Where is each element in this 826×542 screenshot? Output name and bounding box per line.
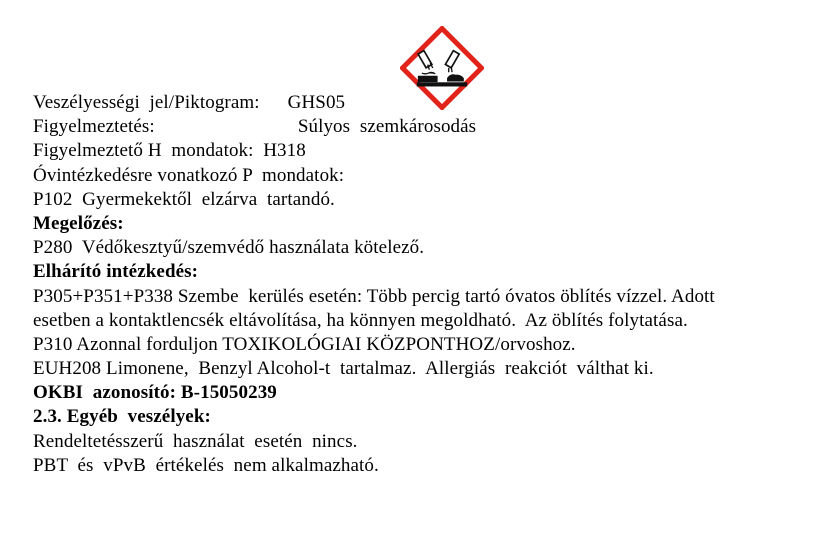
signal-word-label: Figyelmeztetés:: [33, 116, 155, 138]
euh208-statement: EUH208 Limonene, Benzyl Alcohol-t tartalmaz. Allergiás reakciót válthat ki.: [33, 358, 654, 380]
hazard-text-block: [33, 91, 813, 478]
p-statements-heading: Óvintézkedésre vonatkozó P mondatok:: [33, 164, 345, 186]
okbi-id: OKBI azonosító: B-15050239: [33, 382, 277, 404]
p102-statement: P102 Gyermekektől elzárva tartandó.: [33, 188, 335, 210]
signal-word-value: Súlyos szemkárosodás: [297, 116, 477, 138]
pictogram-line: [33, 91, 813, 115]
p305-statement: P305+P351+P338 Szembe kerülés esetén: Több percig tartó óvatos öblítés vízzel. Adott: [33, 285, 715, 307]
other-hazards-heading: 2.3. Egyéb veszélyek:: [33, 406, 211, 428]
p310-statement: P310 Azonnal forduljon TOXIKOLÓGIAI KÖZPONTHOZ/orvoshoz.: [33, 333, 576, 355]
response-heading: Elhárító intézkedés:: [33, 261, 199, 283]
signal-word-line: [33, 115, 813, 139]
p280-statement: P280 Védőkesztyű/szemvédő használata kötelező.: [33, 237, 425, 259]
other-hazards-text: Rendeltetésszerű használat esetén nincs.: [33, 430, 358, 452]
pbt-text: PBT és vPvB értékelés nem alkalmazható.: [33, 454, 379, 476]
pictogram-value: GHS05: [287, 92, 346, 113]
p305-statement-cont: esetben a kontaktlencsék eltávolítása, ha könnyen megoldható. Az öblítés folytatása.: [33, 309, 688, 331]
h-statements-line: Figyelmeztető H mondatok: H318: [33, 140, 306, 162]
pictogram-label: Veszélyességi jel/Piktogram:: [33, 92, 260, 113]
prevention-heading: Megelőzés:: [33, 212, 124, 234]
